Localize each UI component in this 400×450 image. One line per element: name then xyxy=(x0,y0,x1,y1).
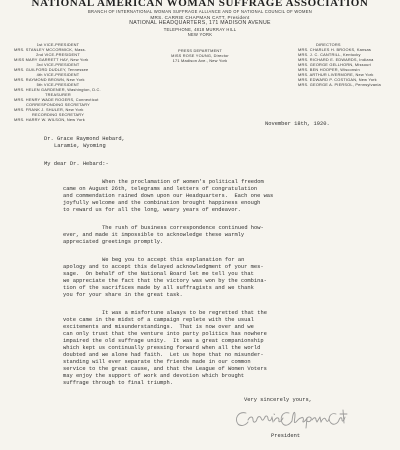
handwritten-signature xyxy=(232,405,348,431)
paragraph-line: can only trust that the venture into party politics has nowhere xyxy=(63,331,267,337)
paragraph-line: impaired the old suffrage unity. It was a great companionship xyxy=(63,338,264,344)
director-line: MRS. J. C. CANTRILL, Kentucky xyxy=(298,52,361,57)
paragraph-line: excitements and misunderstandings. That is now over and we xyxy=(63,324,254,330)
officer-line: TREASURER xyxy=(45,92,71,97)
officer-line: MRS. HENRY WADE ROGERS, Connecticut xyxy=(14,97,99,102)
paragraph-line: we appreciate the fact that the victory was won by the combina- xyxy=(63,278,267,284)
paragraph-line: service to the great cause, and that the League of Women Voters xyxy=(63,366,267,372)
paragraph-line: which kept us continually pressing forward when all the world xyxy=(63,345,261,351)
directors-column xyxy=(298,42,398,87)
press-title: PRESS DEPARTMENT xyxy=(178,48,222,53)
officer-line: MRS. FRANK J. SHULER, New York xyxy=(14,107,84,112)
director-line: MRS. GEORGE A. PIERSOL, Pennsylvania xyxy=(298,82,381,87)
press-address: 171 Madison Ave., New York xyxy=(172,58,228,63)
paragraph-line: tion of the sacrifices made by all suffragists and we thank xyxy=(63,285,254,291)
press-director: MISS ROSE YOUNG, Director xyxy=(171,53,229,58)
officer-line: RECORDING SECRETARY xyxy=(31,112,85,117)
signer-title: President xyxy=(271,433,301,439)
director-line: MRS. CHARLES H. BROOKS, Kansas xyxy=(298,47,372,52)
salutation: My dear Dr. Hebard:- xyxy=(44,161,109,167)
officer-line: 4th VICE-PRESIDENT xyxy=(36,72,80,77)
closing: Very sincerely yours, xyxy=(244,397,312,403)
paragraph-line: sage. On behalf of the National Board let me tell you that xyxy=(63,271,254,277)
officer-line: 5th VICE-PRESIDENT xyxy=(36,82,80,87)
paragraph-line: standing will ever separate the friends made in our common xyxy=(63,359,251,365)
recipient-place: Laramie, Wyoming xyxy=(54,143,106,149)
paragraph-line: ever, and made it impossible to acknowledge these warmly xyxy=(63,232,245,238)
paragraph-line: to reward us for all the long, weary years of endeavor. xyxy=(63,207,241,213)
recipient-name: Dr. Grace Raymond Hebard, xyxy=(44,136,125,142)
director-line: MRS. RICHARD E. EDWARDS, Indiana xyxy=(298,57,374,62)
officer-line: 3rd VICE-PRESIDENT xyxy=(36,62,80,67)
officer-line: MRS. GUILFORD DUDLEY, Tennessee xyxy=(14,67,89,72)
paragraph-line: We beg you to accept this explanation for an xyxy=(102,257,245,263)
paragraph-line: vote came in the midst of a campaign replete with the usual xyxy=(63,317,254,323)
officer-line: MRS. HELEN GARDENER, Washington, D.C. xyxy=(14,87,101,92)
press-department xyxy=(152,42,248,63)
letter-date: November 18th, 1920. xyxy=(265,121,330,127)
letterhead-city: NEW YORK xyxy=(187,32,213,37)
officer-line: MISS MARY GARRETT HAY, New York xyxy=(14,57,89,62)
director-line: MRS. EDWARD P. COSTIGAN, New York xyxy=(298,77,377,82)
letterhead-branch: BRANCH OF INTERNATIONAL WOMAN SUFFRAGE ALLIANCE AND OF NATIONAL COUNCIL OF WOMEN xyxy=(87,9,312,14)
officer-line: 1st VICE-PRESIDENT xyxy=(36,42,80,47)
director-line: MRS. BEN HOOPER, Wisconsin xyxy=(298,67,360,72)
paragraph-line: may enjoy the support of work and devotion which brought xyxy=(63,373,245,379)
paragraph-line: When the proclamation of women's political freedom xyxy=(102,179,264,185)
paragraph-line: It was a misfortune always to be regretted that the xyxy=(102,310,267,316)
letterhead-telephone: TELEPHONE, 4818 MURRAY HILL xyxy=(163,27,237,32)
paragraph-line: apology and to accept this delayed acknowledgment of your mes- xyxy=(63,264,264,270)
paragraph-line: you for your share in the great task. xyxy=(63,292,183,298)
officer-line: 2nd VICE-PRESIDENT xyxy=(36,52,80,57)
letterhead-president: MRS. CARRIE CHAPMAN CATT, President xyxy=(150,15,250,20)
director-line: MRS. GEORGE GELLHORN, Missouri xyxy=(298,62,372,67)
paragraph-line: doubted and we alone had faith. Let us hope that no misunder- xyxy=(63,352,264,358)
officer-line: MRS. STANLEY MCCORMICK, Mass. xyxy=(14,47,87,52)
officer-line: MRS. HARRY W. WILSON, New York xyxy=(14,117,85,122)
director-line: MRS. ARTHUR LIVERMORE, New York xyxy=(298,72,374,77)
paragraph-line: appreciated greetings promptly. xyxy=(63,239,164,245)
officer-line: CORRESPONDING SECRETARY xyxy=(26,102,90,107)
paragraph-line: and commendation rained down upon our Headquarters. Each one was xyxy=(63,193,274,199)
paragraph-line: joyfully welcome and the combination brought happiness enough xyxy=(63,200,261,206)
officer-line: MRS. RAYMOND BROWN, New York xyxy=(14,77,85,82)
paragraph-line: came on August 26th, telegrams and letters of congratulation xyxy=(63,186,258,192)
letterhead-org-name: NATIONAL AMERICAN WOMAN SUFFRAGE ASSOCIATION xyxy=(31,0,369,9)
paragraph-line: The rush of business correspondence continued how- xyxy=(102,225,264,231)
directors-title: DIRECTORS xyxy=(316,42,341,47)
officers-column xyxy=(12,42,104,122)
letterhead-hq: NATIONAL HEADQUARTERS, 171 MADISON AVENUE xyxy=(129,20,271,26)
paragraph-line: suffrage through to final triumph. xyxy=(63,380,173,386)
